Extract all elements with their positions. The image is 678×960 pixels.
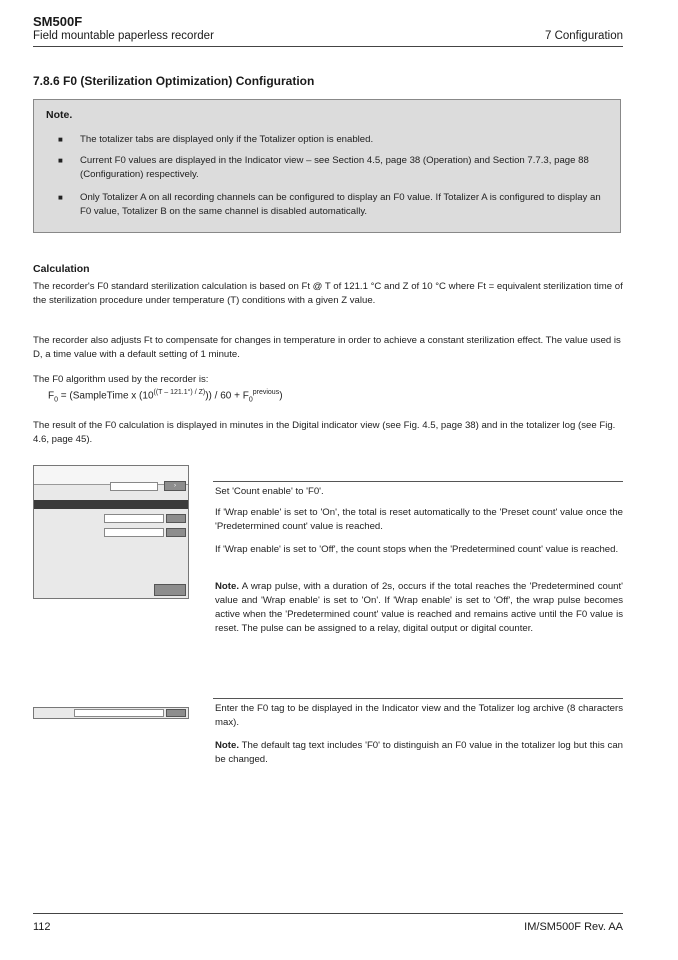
footer-divider [33,913,623,914]
note-bullet-text: Current F0 values are displayed in the Indicator view – see Section 4.5, page 38 (Operation) and Section 7.7.3, page 88 (Configuration) respectively. [80,155,589,180]
note-bullet [58,133,610,147]
note-bullet-text: The totalizer tabs are displayed only if the Totalizer option is enabled. [80,134,374,145]
f0-tag-note [215,739,623,767]
note-label: Note. [215,581,239,592]
screenshot-section-bar [34,500,188,509]
section-title: 7.8.6 F0 (Sterilization Optimization) Configuration [33,74,315,88]
note-text: A wrap pulse, with a duration of 2s, occurs if the total reaches the 'Predetermined count' value and 'Wrap enable' is set to 'On'. If 'Wrap enable' is set to 'Off', the wrap pulse becomes active when the 'Predetermined count' value is reached and remains active until the F0 value is reset. The pulse can be assigned to a relay, digital output or digital counter. [215,581,623,634]
formula-prev-sup: previous [252,389,280,396]
formula-lhs-sub: 0 [54,396,59,404]
calculation-paragraph: The result of the F0 calculation is displayed in minutes in the Digital indicator view (see Fig. 4.5, page 38) and in the totalizer log (see Fig. 4.6, page 45). [33,420,616,445]
f0-formula [48,389,283,403]
calculation-paragraph: The recorder also adjusts Ft to compensate for changes in temperature in order to achieve a constant sterilization effect. The value used is D, a time value with a default setting of 1 minute. [33,335,621,360]
f0-tag-paragraph: Enter the F0 tag to be displayed in the Indicator view and the Totalizer log archive (8 characters max). [215,703,623,728]
bullet-marker: ■ [58,156,63,165]
count-enable-button: › [164,481,186,491]
document-reference: IM/SM500F Rev. AA [524,921,623,933]
note-title: Note. [46,109,73,121]
note-text: The default tag text includes 'F0' to distinguish an F0 value in the totalizer log but this can be changed. [215,740,623,765]
formula-lhs: F [48,390,55,402]
preset-count-button [166,528,186,537]
formula-prev-sub: 0 [248,396,253,404]
count-enable-instruction: Set 'Count enable' to 'F0'. [215,486,324,497]
formula-end: ) [279,390,283,402]
wrap-on-paragraph: If 'Wrap enable' is set to 'On', the total is reset automatically to the 'Preset count' value once the 'Predetermined count' value is reached. [215,507,623,532]
count-enable-field [110,482,158,491]
tag-screenshot [33,707,189,719]
configuration-screenshot [33,465,189,599]
wrap-pulse-note [215,580,623,636]
document-model: SM500F [33,14,83,29]
block-divider [213,698,623,699]
chapter-title: 7 Configuration [545,30,623,42]
document-subtitle: Field mountable paperless recorder [33,30,214,42]
formula-rest: )) / 60 + F [205,390,249,402]
preset-count-field [104,528,164,537]
bullet-marker: ■ [58,135,63,144]
tag-field [74,709,164,717]
wrap-enable-button [154,584,186,596]
header-divider [33,46,623,47]
predetermined-count-button [166,514,186,523]
bullet-marker: ■ [58,193,63,202]
formula-exponent: ((T – 121.1°) / Z) [153,389,206,396]
wrap-off-paragraph: If 'Wrap enable' is set to 'Off', the count stops when the 'Predetermined count' value is reached. [215,544,619,555]
calculation-paragraph: The F0 algorithm used by the recorder is: [33,374,209,385]
note-bullet-text: Only Totalizer A on all recording channels can be configured to display an F0 value. If Totalizer A is configured to display an F0 value, Totalizer B on the same channel is disabled automatically. [80,192,601,217]
predetermined-count-field [104,514,164,523]
calculation-heading: Calculation [33,263,90,275]
note-bullet [58,154,610,182]
page-number: 112 [33,921,51,933]
note-label: Note. [215,740,239,751]
formula-mid: = (SampleTime x (10 [58,390,154,402]
calculation-paragraph: The recorder's F0 standard sterilization calculation is based on Ft @ T of 121.1 °C and Z of 10 °C where Ft = equivalent sterilization time of the sterilization procedure under temperature (T) conditions with a given Z value. [33,281,623,306]
tag-button [166,709,186,717]
note-bullet [58,191,610,219]
block-divider [213,481,623,482]
